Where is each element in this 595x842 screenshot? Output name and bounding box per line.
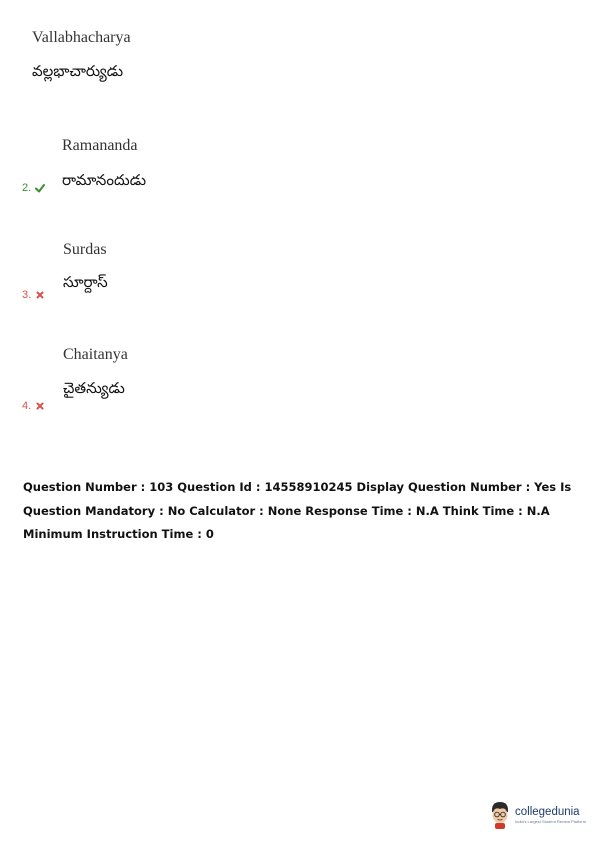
option-1-telugu: వల్లభాచార్యుడు (32, 62, 124, 80)
brand-tagline: India's Largest Student Review Platform (515, 818, 587, 824)
option-3-english: Surdas (63, 241, 107, 258)
cross-icon (35, 290, 45, 300)
option-2-marker (22, 182, 45, 194)
question-metadata: Question Number : 103 Question Id : 14558910245 Display Question Number : Yes Is Question Mandatory : No Calculator : None Response Time : N.A Think Time : N.A Minimum Instruction Time : 0 (23, 480, 572, 541)
cross-icon (35, 401, 45, 411)
option-4-english: Chaitanya (63, 346, 128, 363)
mascot-logo-icon (488, 800, 512, 830)
option-1-english: Vallabhacharya (32, 29, 131, 46)
option-3-telugu: సూర్దాస్ (63, 273, 108, 291)
option-2-number: 2. (22, 182, 32, 194)
option-3-marker (22, 289, 45, 301)
brand-name: collegedunia (515, 805, 580, 818)
option-2-telugu: రామానందుడు (62, 171, 147, 189)
option-2-english: Ramananda (62, 137, 138, 154)
option-4-marker (22, 400, 45, 412)
brand-footer (488, 800, 586, 830)
option-3-number: 3. (22, 289, 32, 301)
check-icon (35, 183, 45, 193)
option-4-telugu: చైతన్యుడు (63, 379, 125, 397)
option-4-number: 4. (22, 400, 32, 412)
